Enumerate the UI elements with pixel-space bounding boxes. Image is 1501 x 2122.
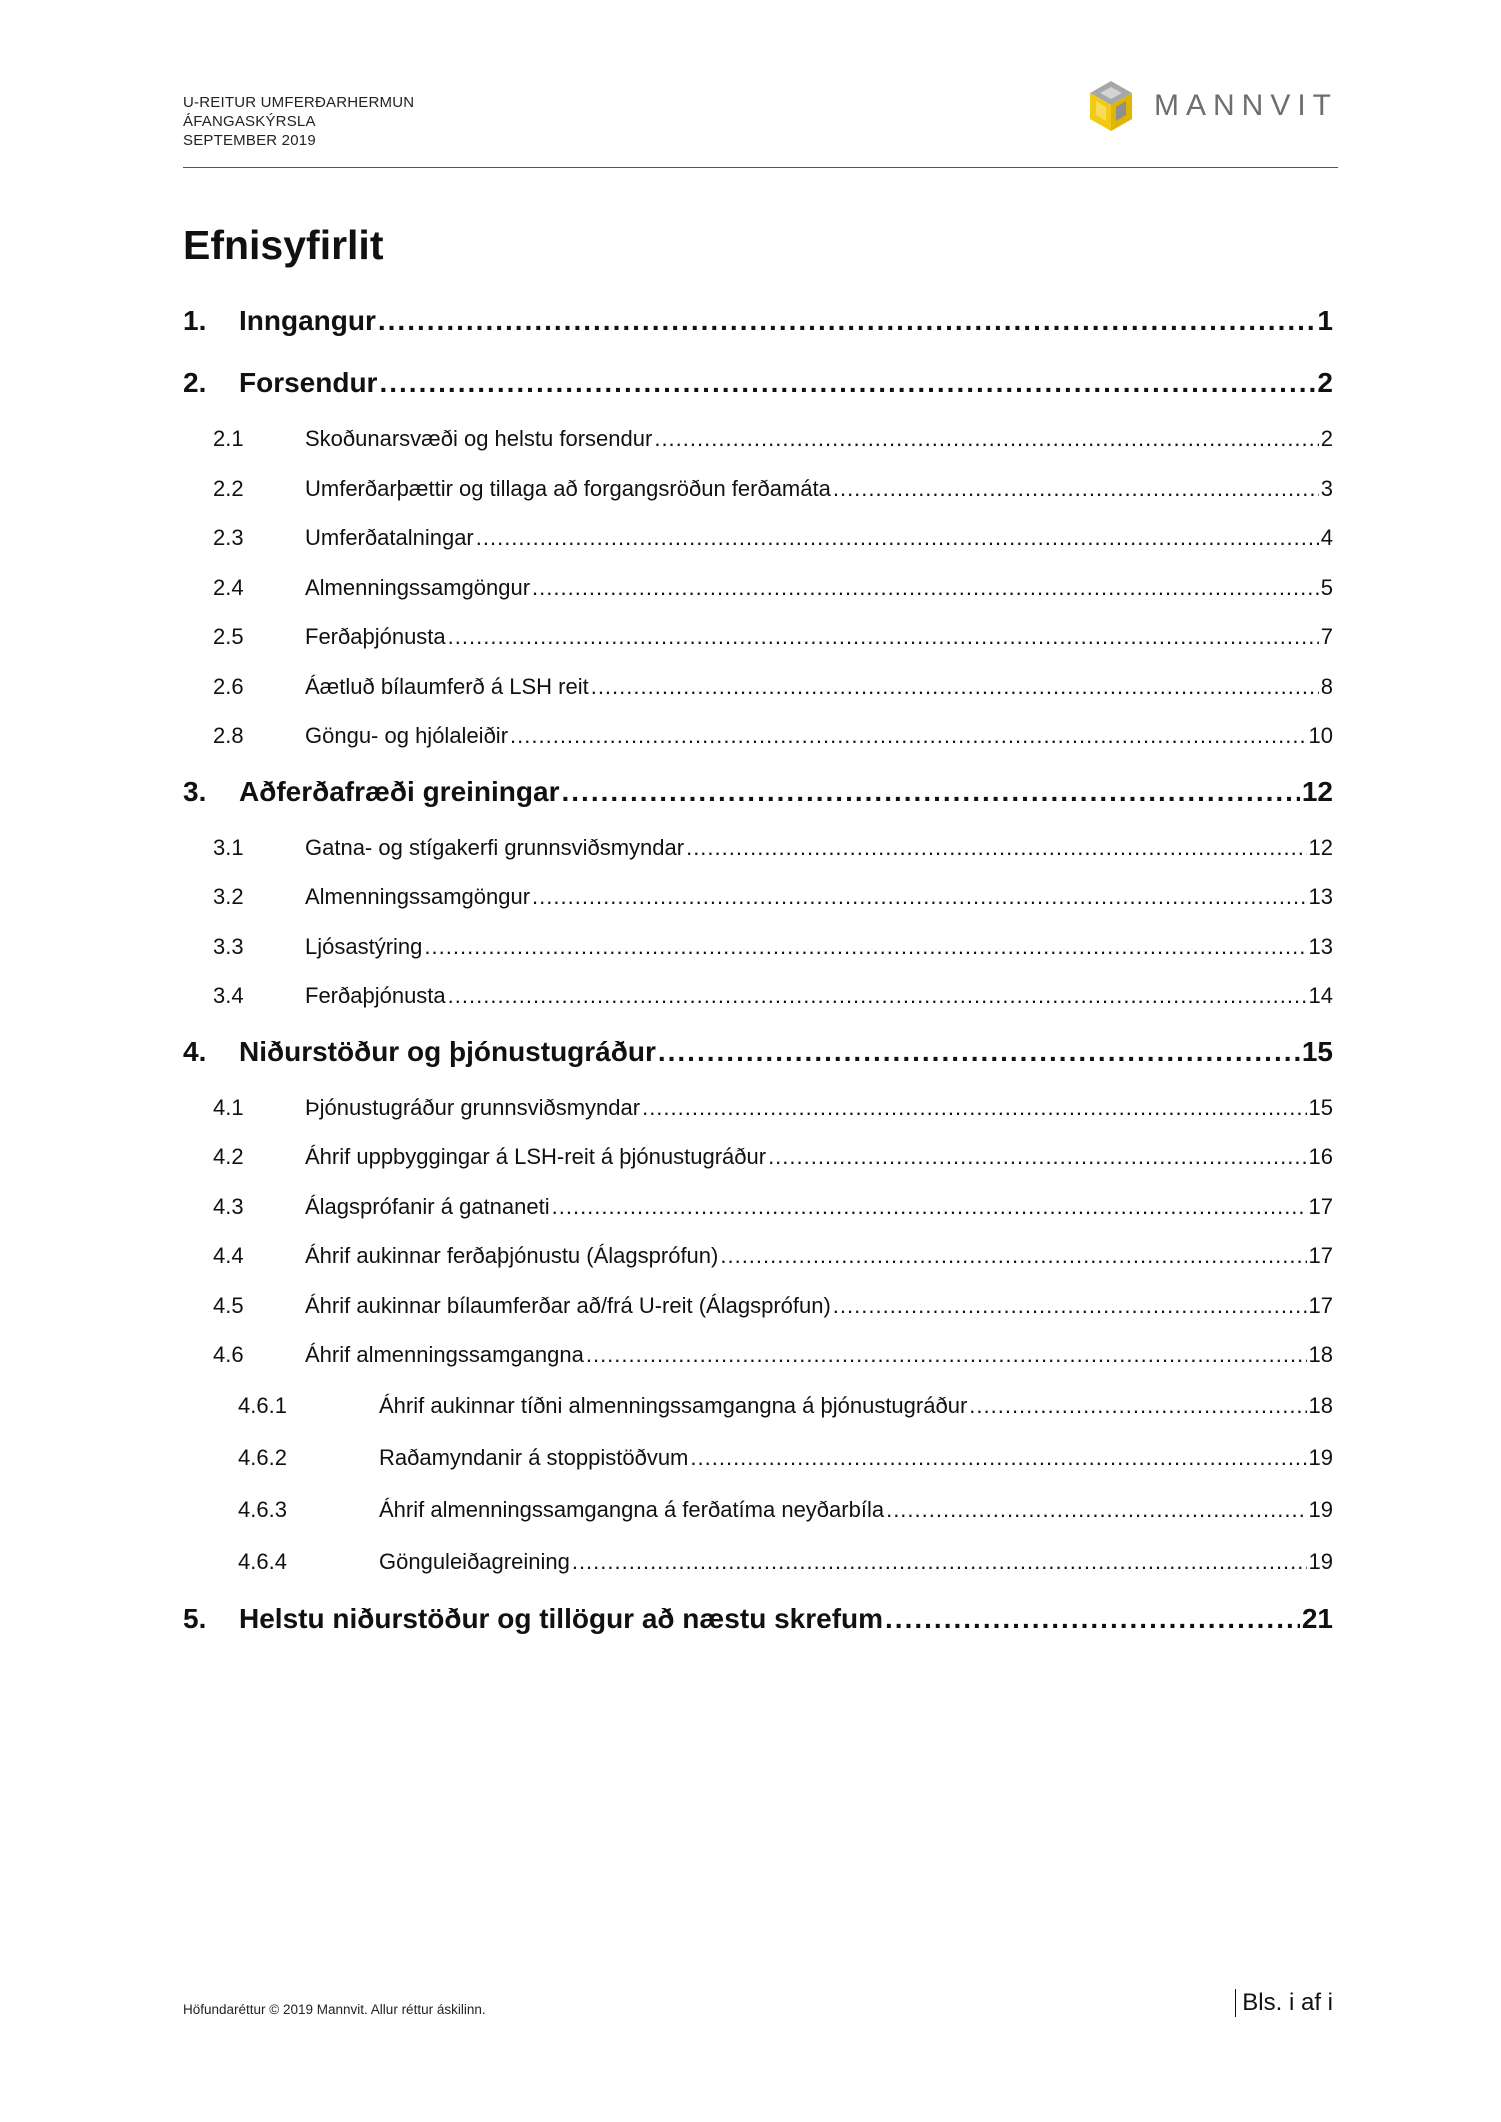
toc-label: Almenningssamgöngur <box>305 574 531 600</box>
toc-label: Helstu niðurstöður og tillögur að næstu skrefum <box>239 1602 884 1634</box>
toc-number: 4.5 <box>213 1292 244 1318</box>
toc-page: 12 <box>1301 775 1333 807</box>
toc-label: Áhrif uppbyggingar á LSH-reit á þjónustugráður <box>305 1144 767 1169</box>
toc-entry[interactable] <box>183 761 1333 823</box>
toc-leader <box>833 464 1319 514</box>
toc-page: 8 <box>1320 673 1333 699</box>
toc-number: 3.2 <box>213 884 244 909</box>
toc-leader <box>532 872 1306 922</box>
toc-number: 2.6 <box>213 673 244 699</box>
header-line-date: SEPTEMBER 2019 <box>183 132 316 149</box>
toc-label: Gönguleiðagreining <box>379 1548 570 1574</box>
toc-entry[interactable] <box>183 414 1333 464</box>
toc-label: Áhrif almenningssamgangna <box>305 1342 584 1367</box>
toc-number: 1. <box>183 305 207 336</box>
toc-leader <box>969 1380 1306 1432</box>
toc-number: 4.6.3 <box>238 1496 287 1522</box>
toc-number: 2. <box>183 367 207 398</box>
toc-number: 3.1 <box>213 834 244 860</box>
toc-number: 4.1 <box>213 1094 244 1120</box>
toc-page: 2 <box>1317 367 1333 398</box>
toc-number: 2.4 <box>213 574 244 600</box>
toc-page: 13 <box>1308 933 1333 959</box>
toc-entry[interactable] <box>183 464 1333 514</box>
toc-leader <box>642 1083 1306 1133</box>
toc-leader <box>532 563 1319 613</box>
toc-leader <box>833 1281 1307 1331</box>
table-of-contents <box>183 290 1333 1650</box>
toc-leader <box>768 1132 1306 1182</box>
toc-label: Forsendur <box>239 367 378 398</box>
toc-label: Álagsprófanir á gatnaneti <box>305 1193 550 1219</box>
toc-leader <box>476 513 1319 563</box>
page-header <box>183 89 1338 167</box>
toc-number: 2.8 <box>213 723 244 748</box>
toc-entry[interactable] <box>183 1083 1333 1133</box>
toc-entry[interactable] <box>183 1588 1333 1650</box>
toc-label: Áhrif aukinnar ferðaþjónustu (Álagsprófun) <box>305 1243 719 1268</box>
toc-label: Áhrif almenningssamgangna á ferðatíma neyðarbíla <box>379 1496 885 1522</box>
toc-page: 21 <box>1301 1602 1333 1634</box>
header-line-project: U-REITUR UMFERÐARHERMUN <box>183 94 415 111</box>
toc-label: Þjónustugráður grunnsviðsmyndar <box>305 1094 641 1120</box>
toc-label: Inngangur <box>239 305 376 336</box>
toc-number: 4.6.1 <box>238 1392 287 1418</box>
toc-page: 18 <box>1308 1392 1333 1418</box>
toc-number: 3.4 <box>213 983 244 1008</box>
toc-number: 5. <box>183 1602 207 1634</box>
toc-entry[interactable] <box>183 513 1333 563</box>
toc-entry[interactable] <box>183 1432 1333 1484</box>
toc-page: 7 <box>1320 624 1333 649</box>
toc-page: 13 <box>1308 884 1333 909</box>
toc-page: 14 <box>1308 983 1333 1008</box>
toc-leader <box>552 1182 1307 1232</box>
toc-leader <box>658 1021 1300 1083</box>
toc-entry[interactable] <box>183 352 1333 414</box>
toc-label: Gatna- og stígakerfi grunnsviðsmyndar <box>305 834 685 860</box>
mannvit-logo <box>1086 79 1338 133</box>
toc-page: 17 <box>1308 1243 1333 1268</box>
toc-leader <box>686 823 1306 873</box>
toc-entry[interactable] <box>183 1182 1333 1232</box>
toc-leader <box>379 352 1315 414</box>
toc-entry[interactable] <box>183 971 1333 1021</box>
toc-number: 4. <box>183 1035 207 1067</box>
header-divider <box>183 167 1338 168</box>
toc-number: 3.3 <box>213 933 244 959</box>
toc-page: 19 <box>1308 1548 1333 1574</box>
toc-number: 4.6.2 <box>238 1444 287 1470</box>
toc-leader <box>886 1484 1306 1536</box>
toc-entry[interactable] <box>183 1536 1333 1588</box>
toc-leader <box>378 290 1316 352</box>
toc-entry[interactable] <box>183 662 1333 712</box>
toc-leader <box>591 662 1319 712</box>
toc-entry[interactable] <box>183 922 1333 972</box>
toc-number: 4.3 <box>213 1193 244 1219</box>
toc-leader <box>510 711 1306 761</box>
toc-page: 4 <box>1320 525 1333 550</box>
logo-wordmark: MANNVIT <box>1154 89 1338 122</box>
toc-page: 12 <box>1308 834 1333 860</box>
toc-label: Áætluð bílaumferð á LSH reit <box>305 673 589 699</box>
page-title: Efnisyfirlit <box>183 222 384 268</box>
toc-entry[interactable] <box>183 872 1333 922</box>
toc-page: 1 <box>1317 305 1333 336</box>
toc-number: 2.1 <box>213 426 244 451</box>
toc-page: 10 <box>1308 723 1333 748</box>
toc-leader <box>654 414 1318 464</box>
toc-label: Raðamyndanir á stoppistöðvum <box>379 1444 689 1470</box>
toc-label: Skoðunarsvæði og helstu forsendur <box>305 426 653 451</box>
mannvit-cube-icon <box>1086 79 1136 133</box>
toc-leader <box>572 1536 1307 1588</box>
toc-leader <box>720 1231 1306 1281</box>
toc-number: 4.2 <box>213 1144 244 1169</box>
toc-entry[interactable] <box>183 1281 1333 1331</box>
toc-entry[interactable] <box>183 711 1333 761</box>
toc-page: 15 <box>1308 1094 1333 1120</box>
toc-entry[interactable] <box>183 290 1333 352</box>
toc-leader <box>885 1588 1300 1650</box>
toc-label: Umferðarþættir og tillaga að forgangsröðun ferðamáta <box>305 475 831 501</box>
footer-page-number: Bls. i af i <box>1235 1989 1333 2017</box>
toc-number: 2.2 <box>213 475 244 501</box>
toc-entry[interactable] <box>183 1132 1333 1182</box>
toc-entry[interactable] <box>183 823 1333 873</box>
footer-copyright: Höfundaréttur © 2019 Mannvit. Allur réttur áskilinn. <box>183 2002 486 2017</box>
toc-page: 19 <box>1308 1444 1333 1470</box>
toc-page: 17 <box>1308 1292 1333 1318</box>
toc-page: 2 <box>1320 426 1333 451</box>
toc-label: Ferðaþjónusta <box>305 983 446 1008</box>
toc-leader <box>690 1432 1306 1484</box>
toc-entry[interactable] <box>183 1330 1333 1380</box>
toc-leader <box>424 922 1306 972</box>
toc-leader <box>448 971 1307 1021</box>
toc-label: Aðferðafræði greiningar <box>239 775 560 807</box>
toc-page: 15 <box>1301 1035 1333 1067</box>
toc-label: Göngu- og hjólaleiðir <box>305 723 509 748</box>
toc-number: 4.4 <box>213 1243 244 1268</box>
toc-entry[interactable] <box>183 612 1333 662</box>
toc-label: Niðurstöður og þjónustugráður <box>239 1035 656 1067</box>
toc-page: 17 <box>1308 1193 1333 1219</box>
toc-entry[interactable] <box>183 1484 1333 1536</box>
toc-number: 2.5 <box>213 624 244 649</box>
toc-page: 3 <box>1320 475 1333 501</box>
toc-label: Ferðaþjónusta <box>305 624 446 649</box>
toc-label: Áhrif aukinnar tíðni almenningssamgangna á þjónustugráður <box>379 1392 968 1418</box>
toc-page: 18 <box>1308 1342 1333 1367</box>
toc-number: 3. <box>183 775 207 807</box>
toc-page: 19 <box>1308 1496 1333 1522</box>
header-line-report-type: ÁFANGASKÝRSLA <box>183 113 316 130</box>
toc-page: 16 <box>1308 1144 1333 1169</box>
toc-entry[interactable] <box>183 1021 1333 1083</box>
toc-page: 5 <box>1320 574 1333 600</box>
toc-entry[interactable] <box>183 1380 1333 1432</box>
toc-label: Almenningssamgöngur <box>305 884 531 909</box>
toc-label: Umferðatalningar <box>305 525 474 550</box>
toc-number: 4.6 <box>213 1342 244 1367</box>
toc-leader <box>586 1330 1307 1380</box>
toc-number: 4.6.4 <box>238 1548 287 1574</box>
toc-entry[interactable] <box>183 1231 1333 1281</box>
toc-leader <box>561 761 1299 823</box>
toc-label: Áhrif aukinnar bílaumferðar að/frá U-reit (Álagsprófun) <box>305 1292 831 1318</box>
toc-leader <box>448 612 1319 662</box>
toc-number: 2.3 <box>213 525 244 550</box>
toc-label: Ljósastýring <box>305 933 423 959</box>
toc-entry[interactable] <box>183 563 1333 613</box>
